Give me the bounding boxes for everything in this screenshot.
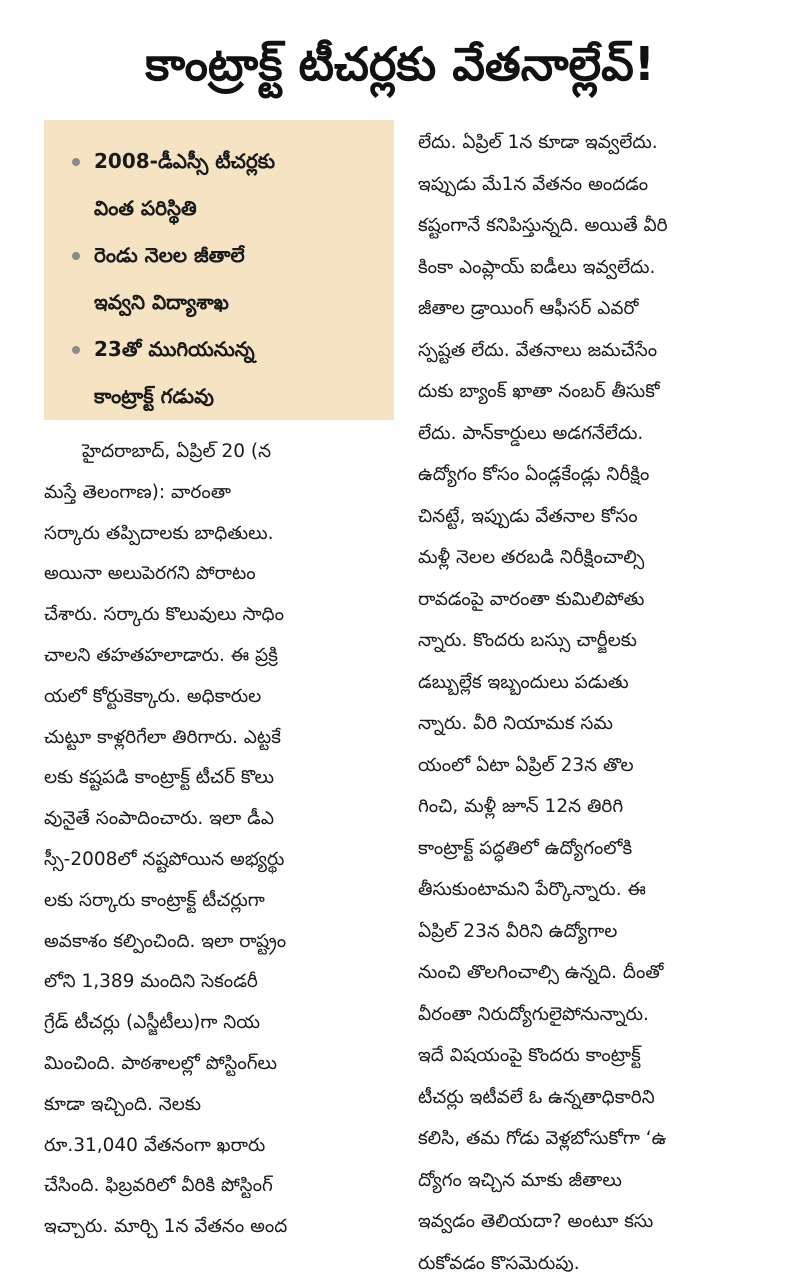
article-line: చాలని తహతహలాడారు. ఈ ప్రక్రి	[44, 636, 394, 677]
highlight-line: 23తో ముగియనున్న	[94, 326, 384, 373]
article-line: కాంట్రాక్ట్ పద్ధతిలో ఉద్యోగంలోకి	[418, 828, 774, 870]
article-line: దుకు బ్యాంక్ ఖాతా నంబర్ తీసుకో	[418, 371, 774, 413]
article-line: తీసుకుంటామని పేర్కొన్నారు. ఈ	[418, 869, 774, 911]
article-line: నుంచి తొలగించాల్సి ఉన్నది. దీంతో	[418, 952, 774, 994]
highlight-line: 2008-డీఎస్సీ టీచర్లకు	[94, 138, 384, 185]
highlight-line: ఇవ్వని విద్యాశాఖ	[94, 279, 384, 326]
article-line: జీతాల డ్రాయింగ్ ఆఫీసర్ ఎవరో	[418, 288, 774, 330]
article-line: మించింది. పాఠశాలల్లో పోస్టింగ్‌లు	[44, 1044, 394, 1085]
highlights-box	[44, 120, 394, 420]
highlight-line: వింత పరిస్థితి	[94, 185, 384, 232]
article-line: ఉద్యోగం కోసం ఏండ్లకేండ్లు నిరీక్షిం	[418, 454, 774, 496]
article-line: చినట్టే, ఇప్పుడు వేతనాల కోసం	[418, 496, 774, 538]
article-line: హైదరాబాద్, ఏప్రిల్ 20 (న	[44, 432, 394, 473]
article-line: మస్తే తెలంగాణ): వారంతా	[44, 473, 394, 514]
article-line: ద్యోగం ఇచ్చిన మాకు జీతాలు	[418, 1160, 774, 1202]
article-line: ఇచ్చారు. మార్చి 1న వేతనం అంద	[44, 1207, 394, 1248]
article-line: వునైతే సంపాదించారు. ఇలా డీఎ	[44, 799, 394, 840]
article-line: ఇదే విషయంపై కొందరు కాంట్రాక్ట్	[418, 1035, 774, 1077]
article-line: కష్టంగానే కనిపిస్తున్నది. అయితే వీరి	[418, 205, 774, 247]
article-line: చేసింది. ఫిబ్రవరిలో వీరికి పోస్టింగ్	[44, 1166, 394, 1207]
highlight-item	[72, 232, 384, 326]
article-line: సర్కారు తప్పిదాలకు బాధితులు.	[44, 514, 394, 555]
article-line: స్సీ-2008లో నష్టపోయిన అభ్యర్థు	[44, 840, 394, 881]
highlight-line: కాంట్రాక్ట్ గడువు	[94, 373, 384, 420]
article-line: ఇవ్వడం తెలియదా? అంటూ కసు	[418, 1201, 774, 1243]
article-line: యంలో ఏటా ఏప్రిల్ 23న తొల	[418, 745, 774, 787]
headline: కాంట్రాక్ట్ టీచర్లకు వేతనాల్లేవ్!	[20, 18, 780, 110]
article-line: కలిసి, తమ గోడు వెళ్లబోసుకోగా ‘ఉ	[418, 1118, 774, 1160]
article-column-right	[418, 122, 774, 1284]
article-line: న్నారు. వీరి నియామక సమ	[418, 703, 774, 745]
highlight-item	[72, 138, 384, 232]
article-line: లకు కష్టపడి కాంట్రాక్ట్ టీచర్ కొలు	[44, 758, 394, 799]
article-line: కింకా ఎంప్లాయ్ ఐడీలు ఇవ్వలేదు.	[418, 247, 774, 289]
article-line: లేదు. ఏప్రిల్ 1న కూడా ఇవ్వలేదు.	[418, 122, 774, 164]
article-line: లకు సర్కారు కాంట్రాక్ట్ టీచర్లుగా	[44, 881, 394, 922]
article-line: ఏప్రిల్ 23న వీరిని ఉద్యోగాల	[418, 911, 774, 953]
article-line: లోని 1,389 మందిని సెకండరీ	[44, 962, 394, 1003]
article-column-left	[44, 432, 394, 1248]
article-line: రూ.31,040 వేతనంగా ఖరారు	[44, 1126, 394, 1167]
article-line: చేశారు. సర్కారు కొలువులు సాధిం	[44, 595, 394, 636]
article-line: గ్రేడ్ టీచర్లు (ఎస్జీటీలు)గా నియ	[44, 1003, 394, 1044]
article-line: టీచర్లు ఇటీవలే ఓ ఉన్నతాధికారిని	[418, 1077, 774, 1119]
article-line: మళ్లీ నెలల తరబడి నిరీక్షించాల్సి	[418, 537, 774, 579]
article-line: అవకాశం కల్పించింది. ఇలా రాష్ట్రం	[44, 922, 394, 963]
article-line: డబ్బుల్లేక ఇబ్బందులు పడుతు	[418, 662, 774, 704]
article-line: రుకోవడం కొసమెరుపు.	[418, 1243, 774, 1284]
article-line: న్నారు. కొందరు బస్సు చార్జీలకు	[418, 620, 774, 662]
article-line: అయినా అలుపెరగని పోరాటం	[44, 554, 394, 595]
highlight-item	[72, 326, 384, 420]
article-line: ఇప్పుడు మే1న వేతనం అందడం	[418, 164, 774, 206]
highlight-line: రెండు నెలల జీతాలే	[94, 232, 384, 279]
article-line: స్పష్టత లేదు. వేతనాలు జమచేసేం	[418, 330, 774, 372]
article-line: కూడా ఇచ్చింది. నెలకు	[44, 1085, 394, 1126]
article-line: యలో కోర్టుకెక్కారు. అధికారుల	[44, 677, 394, 718]
article-line: రావడంపై వారంతా కుమిలిపోతు	[418, 579, 774, 621]
article-line: వీరంతా నిరుద్యోగులైపోనున్నారు.	[418, 994, 774, 1036]
article-line: చుట్టూ కాళ్లరిగేలా తిరిగారు. ఎట్టకే	[44, 718, 394, 759]
article-line: లేదు. పాన్‌కార్డులు అడగనేలేదు.	[418, 413, 774, 455]
article-line: గించి, మళ్లీ జూన్ 12న తిరిగి	[418, 786, 774, 828]
